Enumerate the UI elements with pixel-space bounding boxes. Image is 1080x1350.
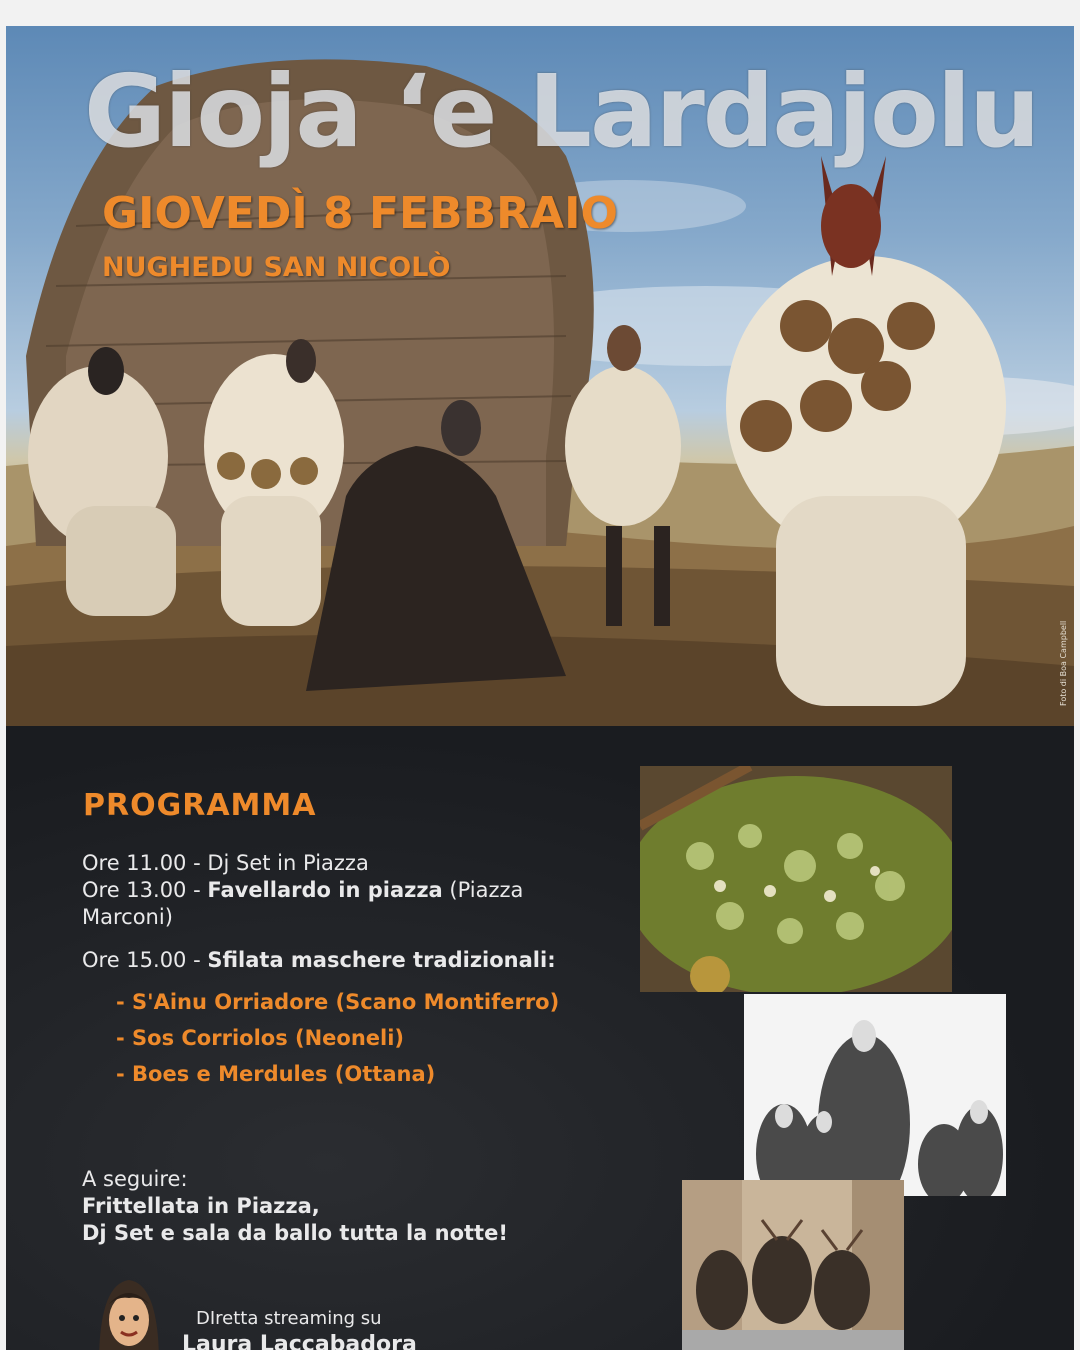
mask-group-item: - S'Ainu Orriadore (Scano Montiferro)	[116, 990, 560, 1014]
bw-masks-photo	[744, 994, 1006, 1196]
event-poster	[6, 26, 1074, 1350]
program-item-title: Sfilata maschere tradizionali:	[207, 948, 556, 972]
after-section	[82, 1166, 508, 1247]
program-item-title: Favellardo in piazza	[207, 878, 443, 902]
mask-groups-list	[116, 984, 602, 1092]
program-item-time: Ore 11.00 -	[82, 851, 208, 875]
event-place: NUGHEDU SAN NICOLÒ	[102, 252, 451, 283]
stream-name: Laura Laccabadora	[182, 1332, 417, 1350]
program-item-title: Dj Set in Piazza	[207, 851, 369, 875]
food-photo	[640, 766, 952, 992]
program-list	[82, 850, 602, 1092]
program-section	[6, 726, 1074, 1350]
program-item	[82, 850, 602, 877]
mask-group-item: - Sos Corriolos (Neoneli)	[116, 1026, 405, 1050]
street-parade-photo	[682, 1180, 904, 1350]
cartoon-avatar	[94, 1274, 164, 1350]
after-label: A seguire:	[82, 1167, 188, 1191]
event-title: Gioja ‘e Lardajolu	[84, 53, 1039, 170]
mask-group-item: - Boes e Merdules (Ottana)	[116, 1062, 436, 1086]
stream-label: DIretta streaming su	[196, 1308, 382, 1329]
program-item	[82, 877, 602, 931]
program-item-extra: (Piazza Marconi)	[82, 878, 524, 929]
hero-photo	[6, 26, 1074, 726]
program-item-time: Ore 15.00 -	[82, 948, 208, 972]
after-line-2: Dj Set e sala da ballo tutta la notte!	[82, 1221, 508, 1245]
program-item	[82, 947, 602, 974]
after-line-1: Frittellata in Piazza,	[82, 1194, 320, 1218]
photo-credit: Foto di Boa Campbell	[1059, 620, 1068, 706]
program-item-time: Ore 13.00 -	[82, 878, 208, 902]
program-heading: PROGRAMMA	[83, 788, 317, 823]
event-date: GIOVEDÌ 8 FEBBRAIO	[102, 188, 618, 239]
